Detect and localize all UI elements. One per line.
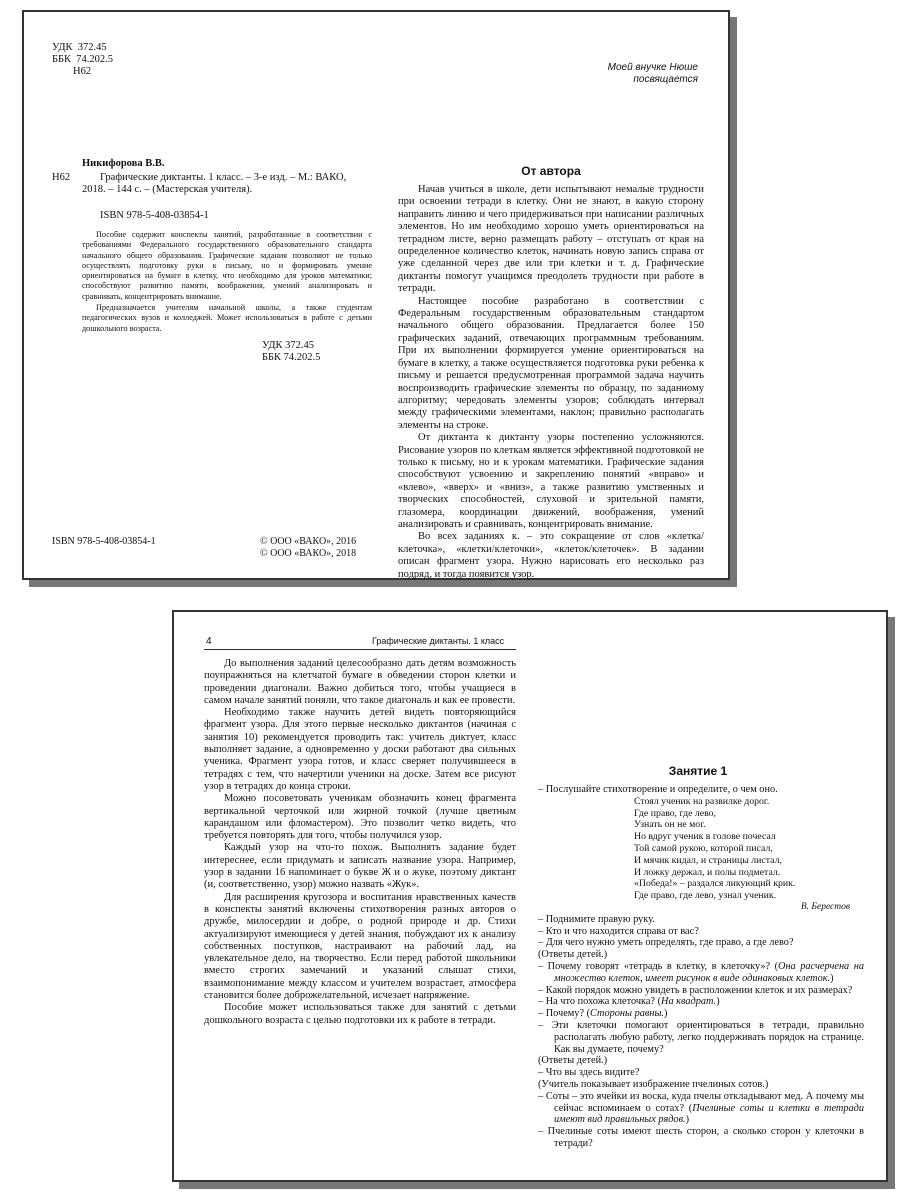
text-paragraph: Необходимо также научить детей видеть повторяющийся фрагмент узора. Для этого первые несколько диктантов (начиная с занятия 10) рекомендуется проводить так: учитель диктует, класс выполняет задание, а одновременно у доски работают два сильных ученика. Фрагмент узора готов, и класс сверяет получившееся в тетрадях с тем, что начертили ученики на доске. Затем все рисуют узор в тетрадях до конца строки. <box>204 707 516 792</box>
annotation <box>82 230 372 334</box>
udk-bbk-block <box>52 42 113 78</box>
dialogue-line: (Ответы детей.) <box>538 949 608 961</box>
dialogue-line: – Какой порядок можно увидеть в расположении клеток и их размерах? <box>538 984 853 996</box>
dialogue-line <box>538 961 864 985</box>
dialogue-text: ) <box>716 996 720 1008</box>
udk-line: УДК 372.45 <box>52 42 107 53</box>
author-mark: Н62 <box>52 172 71 183</box>
lesson-title: Занятие 1 <box>668 764 728 778</box>
copyright-line: © ООО «ВАКО», 2018 <box>260 548 357 559</box>
text-paragraph: Для расширения кругозора и воспитания нравственных качеств в конспекты занятий включены стихотворения разных авторов о дружбе, милосердии и добре, о родной природе и др. Стихи актуализируют имеющиеся у детей знания, побуждают их к анализу собственных поступков, настраивают на рабочий лад, на увлекательное дело, на творчество. Если перед работой школьники вместо строгих замечаний и указаний слышат стихи, взаимопонимание между классом и учителем возрастает, атмосфера становится более доброжелательной, исчезает напряжение. <box>204 891 516 1002</box>
dialogue-text: ) <box>685 1114 690 1126</box>
book-spread-top <box>22 10 730 580</box>
preface <box>398 164 704 581</box>
dialogue-text: – Соты – это ячейки из воска, куда пчелы откладывают мед. А почему мы сейчас вспоминаем о сотах? ( <box>538 1090 864 1114</box>
dialogue-answer: На квадрат. <box>661 996 717 1008</box>
dialogue-line: (Учитель показывает изображение пчелиных сотов.) <box>538 1078 769 1090</box>
dialogue-text: – Почему? ( <box>538 1008 591 1020</box>
intro-text <box>204 658 516 1027</box>
preface-paragraph: Во всех заданиях к. – это сокращение от слов «клетка/клеточка», «клетки/клеточки», «клеток/клеточек». В задании описан фрагмент узора. Нужно нарисовать его несколько раз подряд, и тогда появится узор. <box>398 531 704 580</box>
dialogue-text: ) <box>830 972 834 984</box>
dialogue-line: – Поднимите правую руку. <box>538 913 655 925</box>
dialogue-line: – Послушайте стихотворение и определите, о чем оно. <box>538 784 778 795</box>
page-number: 4 <box>206 636 212 647</box>
dialogue-answer: Пчелиные соты и клетки в тетради имеют вид правильных рядов. <box>554 1102 864 1126</box>
dialogue-answer: Она расчерчена на множество клеток, имеет рисунок в виде одинаковых клеток. <box>554 960 864 984</box>
dialogue-line: – Кто и что находится справа от вас? <box>538 925 699 937</box>
dialogue-answer: Стороны равны. <box>590 1008 665 1020</box>
poem-line: И мячик кидал, и страницы листал, <box>634 854 782 866</box>
udk-bbk-right <box>262 340 320 364</box>
dedication-line: Моей внучке Нюше <box>607 62 698 73</box>
bbk-line: ББК 74.202.5 <box>52 54 114 65</box>
poem-line: Стоял ученик на развилке дорог. <box>634 795 770 807</box>
running-head: Графические диктанты. 1 класс <box>372 636 505 646</box>
udk-line: УДК 372.45 <box>262 340 315 351</box>
book-spread-bottom <box>172 610 888 1182</box>
lesson-dialogue <box>538 784 864 1150</box>
preface-paragraph: Начав учиться в школе, дети испытывают немалые трудности при освоении тетради в клетку. Они не знают, в какую сторону направить линию и чего придерживаться при написании различных элементов. Но им необходимо хорошо уметь ориентироваться на тетрадном листе, верно размещать работу – отступать от края на определенное количество клеток, начинать новую запись справа от уже сделанной через две или три клетки и т. д. Графические диктанты помогут учащимся преодолеть трудности при работе в тетради. <box>398 184 704 295</box>
dialogue-text: – Почему говорят «тетрадь в клетку, в клеточку»? ( <box>538 960 779 972</box>
dialogue-line <box>538 996 864 1008</box>
dialogue-text: ) <box>664 1008 668 1020</box>
header-rule <box>204 649 516 650</box>
bibliographic-entry: Графические диктанты. 1 класс. – 3-е изд. – М.: ВАКО, 2018. – 144 с. – (Мастерская учителя). <box>82 172 347 196</box>
poem-line: «Победа!» – раздался ликующий крик. <box>634 878 796 890</box>
dialogue-line: (Ответы детей.) <box>538 1055 608 1067</box>
copyright-line: © ООО «ВАКО», 2016 <box>260 536 357 547</box>
dedication-line: посвящается <box>633 74 698 85</box>
dialogue-line: – Эти клеточки помогают ориентироваться в тетради, правильно располагать любую работу, легко поддерживать порядок на странице. Как вы думаете, почему? <box>538 1019 864 1055</box>
copyright <box>260 536 356 560</box>
preface-title: От автора <box>521 164 581 178</box>
author-mark-line: Н62 <box>52 66 92 77</box>
poem-author: В. Берестов <box>800 901 850 912</box>
annotation-paragraph: Пособие содержит конспекты занятий, разработанные в соответствии с требованиями Федерального государственного образовательного стандарта начального общего образования. Графические задания позволяют не только осуществлять подготовку руки к письму, но и формировать умение ориентироваться на бумаге в клетку, что необходимо для уроков математики; способствуют развитию памяти, воображения, умений анализировать и сравнивать, концентрировать внимание. <box>82 230 372 301</box>
preface-paragraph: От диктанта к диктанту узоры постепенно усложняются. Рисование узоров по клеткам является эффективной подготовкой не только к письму, но и к урокам математики. Графические задания способствуют усвоению и закреплению понятий «вправо» и «влево», «вверх» и «вниз», а также развитию умственных и творческих способностей, слуховой и зрительной памяти, глазомера, координации движений, воображения, умений анализировать и сравнивать, концентрировать внимание. <box>398 432 704 530</box>
dedication <box>438 62 698 86</box>
poem <box>538 796 864 902</box>
poem-line: И ложку держал, и полы подметал. <box>634 866 781 878</box>
poem-line: Где право, где лево, узнал ученик. <box>634 890 777 902</box>
dialogue-line: – Что вы здесь видите? <box>538 1067 640 1079</box>
isbn: ISBN 978-5-408-03854-1 <box>100 210 209 221</box>
poem-line: Той самой рукою, которой писал, <box>634 842 773 854</box>
text-paragraph: Пособие может использоваться также для занятий с детьми дошкольного возраста с целью подготовки их к работе в тетради. <box>204 1002 516 1026</box>
preface-paragraph: Настоящее пособие разработано в соответствии с Федеральным государственным образовательным стандартом начального общего образования. Предлагается более 150 графических заданий, отвечающих программным требованиям. При их выполнении формируется умение ориентироваться на бумаге в клетку, а также осуществляется подготовка руки ребенка к письму и решается предусмотренная программой задача научить воспроизводить графические элементы по образцу, по заданному алгоритму; чередовать элементы узоров; соблюдать интервал между графическими элементами, наклон; правильно располагать элементы на строке. <box>398 295 704 431</box>
poem-line: Где право, где лево, <box>634 807 717 819</box>
isbn-bottom: ISBN 978-5-408-03854-1 <box>52 536 156 547</box>
author-name: Никифорова В.В. <box>82 158 165 169</box>
dialogue-text: – На что похожа клеточка? ( <box>538 996 662 1008</box>
dialogue-line <box>538 1091 864 1126</box>
dialogue-line: – Пчелиные соты имеют шесть сторон, а сколько сторон у клеточки в тетради? <box>538 1126 864 1149</box>
text-paragraph: До выполнения заданий целесообразно дать детям возможность поупражняться на клетчатой бумаге в обведении сторон клетки и проведении диагонали. Важно добиться того, чтобы учащиеся в самом начале занятий поняли, что такое диагональ и как ее провести. <box>204 658 516 706</box>
dialogue-line: – Для чего нужно уметь определять, где право, а где лево? <box>538 937 794 949</box>
dialogue-line <box>538 1008 864 1020</box>
poem-line: Узнать он не мог. <box>634 819 706 831</box>
bbk-line: ББК 74.202.5 <box>262 352 321 363</box>
text-paragraph: Можно посоветовать ученикам обозначить конец фрагмента вертикальной черточкой или жирной точкой (лучше цветным карандашом или фломастером). Это позволит четко видеть, что требуется повторять для того, чтобы получился узор. <box>204 793 516 842</box>
text-paragraph: Каждый узор на что-то похож. Выполнять задание будет интереснее, если придумать и записать название узора. Например, узор в задании 16 напоминает о букве Ж и о жуке, поэтому диктант (и, соответственно, узор) можно назвать «Жук». <box>204 842 516 891</box>
poem-line: Но вдруг ученик в голове почесал <box>634 831 776 843</box>
annotation-paragraph: Предназначается учителям начальной школы, а также студентам педагогических вузов и колледжей. Может использоваться в работе с детьми дошкольного возраста. <box>82 303 372 333</box>
